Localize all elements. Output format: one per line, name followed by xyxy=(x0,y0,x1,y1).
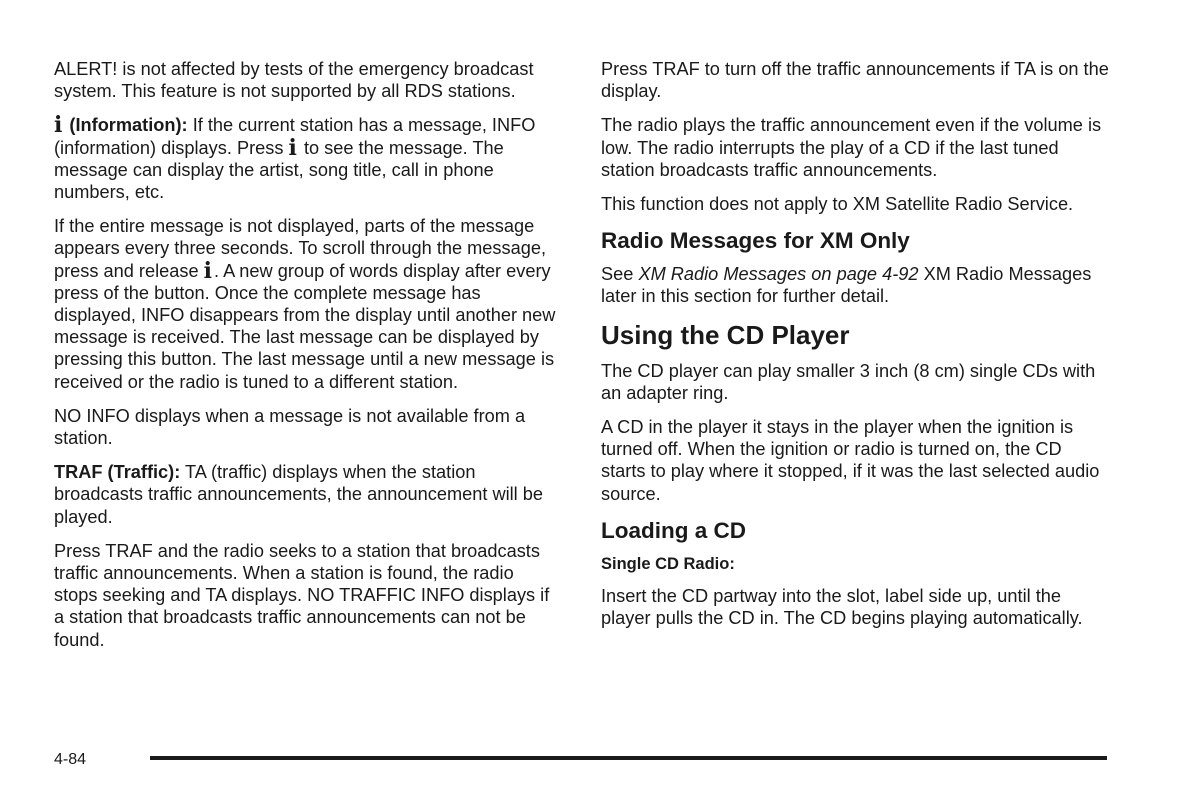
scroll-text-2: . A new group of words display after every press of the button. Once the complete message has displayed, INFO disappears from the display until another new message is received. The last message can be displayed by pressing this button. The last message until a new message is received or the radio is tuned to a different station. xyxy=(54,260,556,392)
traffic-volume-paragraph: The radio plays the traffic announcement even if the volume is low. The radio interrupts the play of a CD if the last tuned station broadcasts traffic announcements. xyxy=(601,115,1102,180)
no-info-paragraph: NO INFO displays when a message is not available from a station. xyxy=(54,405,526,449)
heading-loading-cd: Loading a CD xyxy=(601,517,746,543)
info-text-1: If the current station has a message, INFO (information) displays. Press xyxy=(54,115,536,158)
traf-seek-paragraph: Press TRAF and the radio seeks to a station that broadcasts traffic announcements. When a station is found, the radio stops seeking and TA displays. NO TRAFFIC INFO displays if a station that broadcasts traffic announcements can not be found. xyxy=(54,540,550,650)
scroll-message-paragraph xyxy=(54,215,559,393)
info-paragraph xyxy=(54,114,559,203)
xm-page-reference: XM Radio Messages on page 4-92 xyxy=(638,264,919,285)
traf-text: TA (traffic) displays when the station broadcasts traffic announcements, the announcement will be played. xyxy=(54,462,544,527)
xm-see-rest: XM Radio Messages later in this section for further detail. xyxy=(601,264,1092,307)
xm-see-paragraph xyxy=(601,263,1111,307)
traf-paragraph xyxy=(54,461,559,528)
subheading-single-cd-radio: Single CD Radio: xyxy=(601,554,735,573)
page-number: 4-84 xyxy=(54,751,87,768)
traf-off-paragraph: Press TRAF to turn off the traffic announcements if TA is on the display. xyxy=(601,59,1109,102)
traf-label: TRAF (Traffic): xyxy=(54,462,181,483)
insert-cd-paragraph: Insert the CD partway into the slot, label side up, until the player pulls the CD in. The CD begins playing automatically. xyxy=(601,585,1083,629)
xm-see: See xyxy=(601,264,634,285)
xm-not-apply-paragraph: This function does not apply to XM Satellite Radio Service. xyxy=(601,194,1074,215)
info-text-2: to see the message. The message can display the artist, song title, call in phone numbers, etc. xyxy=(54,137,504,203)
cd-size-paragraph: The CD player can play smaller 3 inch (8 cm) single CDs with an adapter ring. xyxy=(601,360,1096,403)
info-icon: i xyxy=(54,112,63,139)
footer-rule xyxy=(150,756,1107,760)
heading-xm-messages: Radio Messages for XM Only xyxy=(601,228,910,254)
info-icon: i xyxy=(288,134,297,161)
scroll-text-1: If the entire message is not displayed, parts of the message appears every three seconds. To scroll through the message, press and release xyxy=(54,216,547,281)
left-column xyxy=(54,58,559,663)
alert-paragraph: ALERT! is not affected by tests of the emergency broadcast system. This feature is not supported by all RDS stations. xyxy=(54,59,534,102)
info-label: (Information): xyxy=(69,115,188,136)
info-icon: i xyxy=(203,257,212,284)
cd-ignition-paragraph: A CD in the player it stays in the player when the ignition is turned off. When the ignition or radio is turned on, the CD starts to play where it stopped, if it was the last selected audio source. xyxy=(601,417,1100,504)
right-column xyxy=(601,58,1111,641)
heading-using-cd-player: Using the CD Player xyxy=(601,319,850,350)
